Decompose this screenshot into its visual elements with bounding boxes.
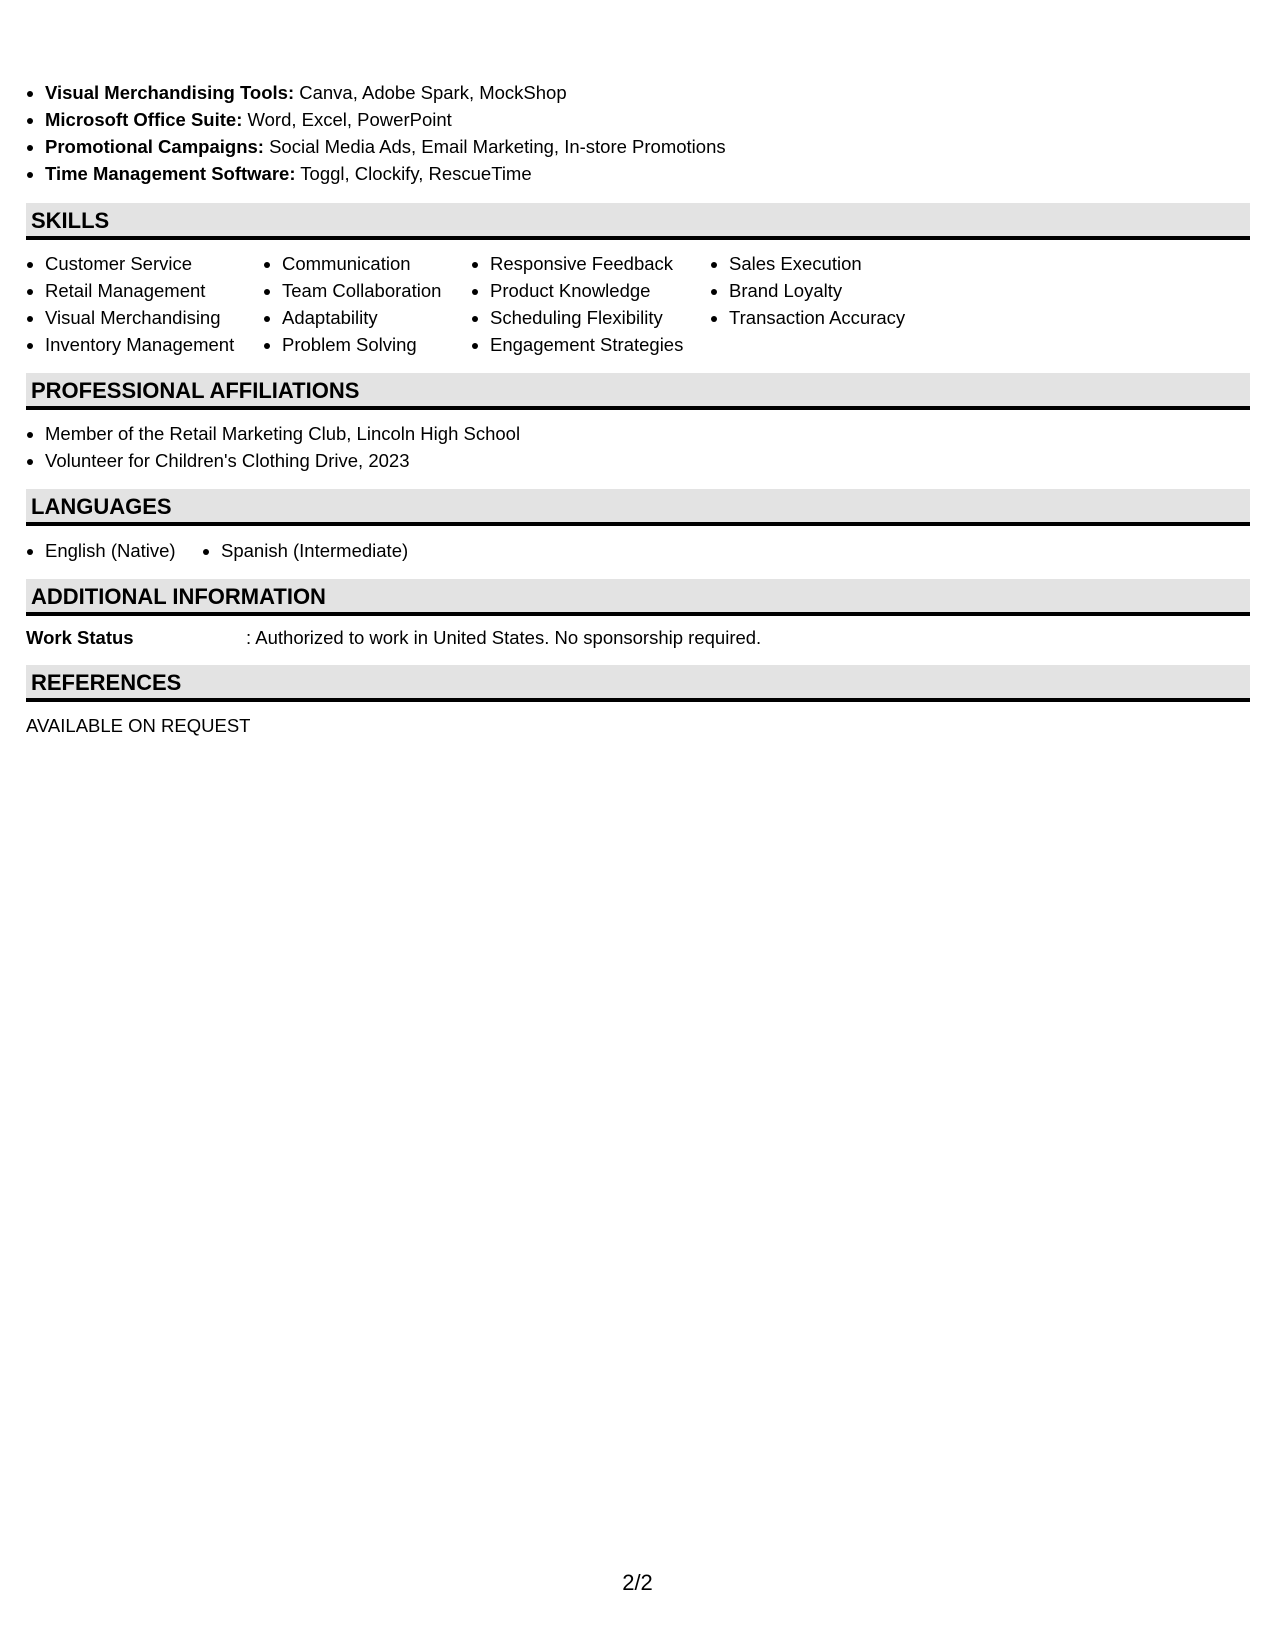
skill-item: Team Collaboration <box>263 277 441 304</box>
section-title: REFERENCES <box>31 670 182 695</box>
tool-item <box>26 79 726 106</box>
affiliation-item: Member of the Retail Marketing Club, Lincoln High School <box>26 420 520 447</box>
section-title: PROFESSIONAL AFFILIATIONS <box>31 378 360 403</box>
tool-item <box>26 160 726 187</box>
skills-column <box>710 250 905 331</box>
language-item: Spanish (Intermediate) <box>202 537 408 564</box>
tool-label: Microsoft Office Suite: <box>45 109 243 130</box>
languages-section-header <box>26 489 1250 526</box>
skill-item: Problem Solving <box>263 331 441 358</box>
skill-item: Communication <box>263 250 441 277</box>
skills-section-header <box>26 203 1250 240</box>
skill-item: Product Knowledge <box>471 277 683 304</box>
section-title: SKILLS <box>31 208 110 233</box>
skill-item: Visual Merchandising <box>26 304 234 331</box>
tool-item <box>26 133 726 160</box>
tool-value: Word, Excel, PowerPoint <box>242 109 452 130</box>
references-section-header <box>26 665 1250 702</box>
tool-value: Canva, Adobe Spark, MockShop <box>294 82 567 103</box>
skill-item: Responsive Feedback <box>471 250 683 277</box>
references-text: AVAILABLE ON REQUEST <box>26 715 251 736</box>
skills-column <box>263 250 441 358</box>
skill-item: Brand Loyalty <box>710 277 905 304</box>
affiliation-item: Volunteer for Children's Clothing Drive, 2023 <box>26 447 520 474</box>
tools-list <box>26 79 726 187</box>
language-item: English (Native) <box>26 537 176 564</box>
work-status-value: : Authorized to work in United States. No sponsorship required. <box>246 627 762 648</box>
skills-column <box>26 250 234 358</box>
affiliations-section-header <box>26 373 1250 410</box>
skill-item: Sales Execution <box>710 250 905 277</box>
skill-item: Adaptability <box>263 304 441 331</box>
skill-item: Customer Service <box>26 250 234 277</box>
skill-item: Inventory Management <box>26 331 234 358</box>
tool-value: Toggl, Clockify, RescueTime <box>295 163 532 184</box>
tool-label: Time Management Software: <box>45 163 296 184</box>
skill-item: Retail Management <box>26 277 234 304</box>
additional-section-header <box>26 579 1250 616</box>
skill-item: Transaction Accuracy <box>710 304 905 331</box>
section-title: LANGUAGES <box>31 494 172 519</box>
tool-item <box>26 106 726 133</box>
work-status-label: Work Status <box>26 627 134 648</box>
page-number: 2/2 <box>622 1570 653 1595</box>
skill-item: Scheduling Flexibility <box>471 304 683 331</box>
affiliations-list <box>26 420 520 474</box>
skills-column <box>471 250 683 358</box>
tool-value: Social Media Ads, Email Marketing, In-store Promotions <box>263 136 726 157</box>
tool-label: Promotional Campaigns: <box>45 136 264 157</box>
section-title: ADDITIONAL INFORMATION <box>31 584 326 609</box>
skill-item: Engagement Strategies <box>471 331 683 358</box>
tool-label: Visual Merchandising Tools: <box>45 82 295 103</box>
